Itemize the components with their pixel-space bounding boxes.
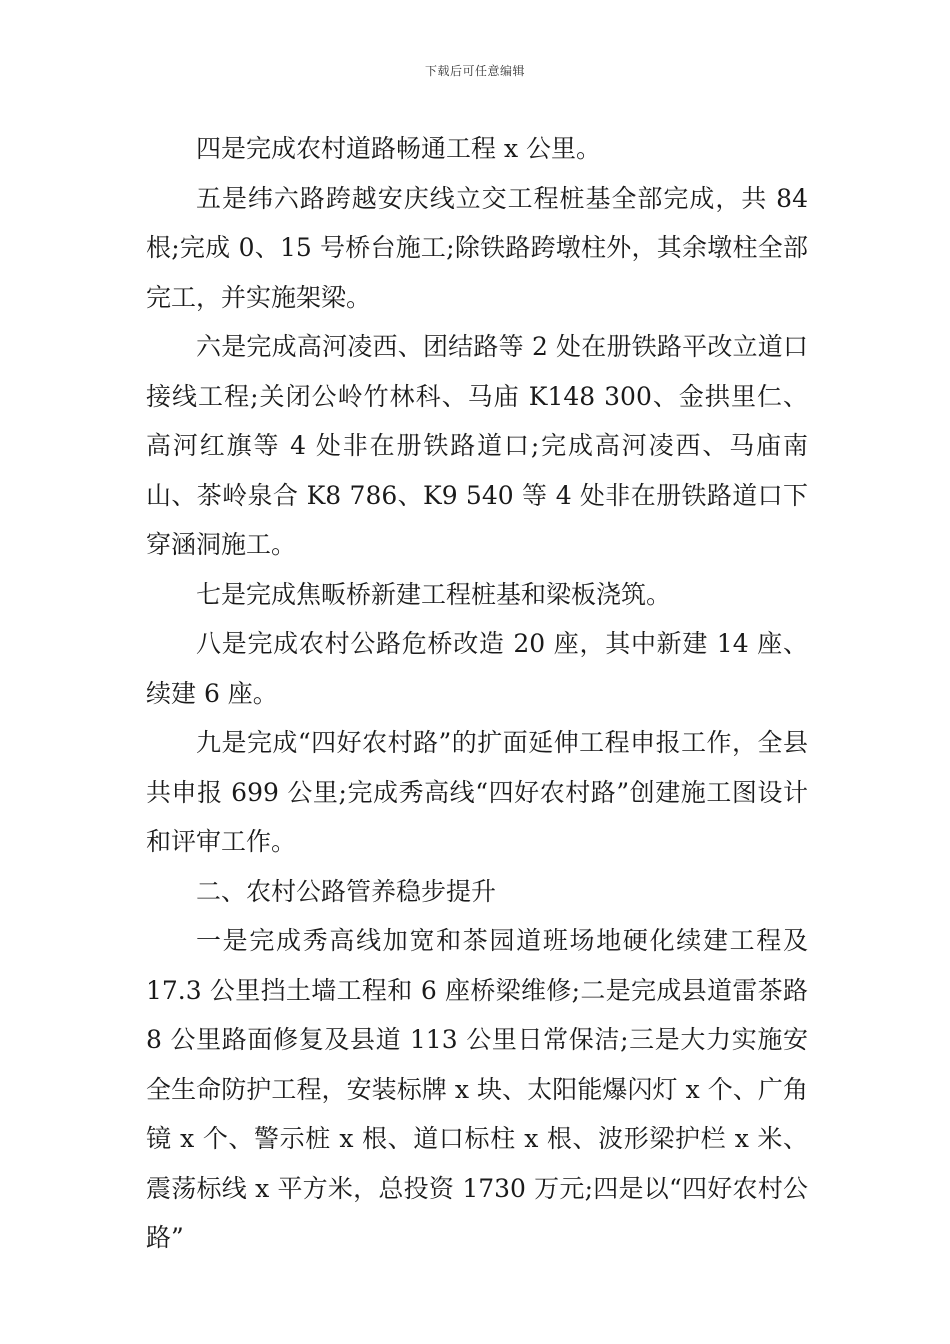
paragraph-item-6: 六是完成高河凌西、团结路等 2 处在册铁路平改立道口接线工程;关闭公岭竹林科、马庙 K148 300、金拱里仁、高河红旗等 4 处非在册铁路道口;完成高河凌西、马庙南山、茶岭泉合 K8 786、K9 540 等 4 处非在册铁路道口下穿涵洞施工。 [146, 332, 808, 559]
document-body [146, 124, 808, 1263]
paragraph-maintenance: 一是完成秀高线加宽和茶园道班场地硬化续建工程及 17.3 公里挡土墙工程和 6 座桥梁维修;二是完成县道雷茶路 8 公里路面修复及县道 113 公里日常保洁;三是大力实施安全生命防护工程，安装标牌 x 块、太阳能爆闪灯 x 个、广角镜 x 个、警示桩 x 根、道口标柱 x 根、波形梁护栏 x 米、震荡标线 x 平方米，总投资 1730 万元;四是以“四好农村公路” [146, 926, 808, 1252]
section-heading: 二、农村公路管养稳步提升 [196, 876, 497, 906]
paragraph-item-7: 七是完成焦畈桥新建工程桩基和梁板浇筑。 [196, 579, 672, 609]
paragraph-item-8: 八是完成农村公路危桥改造 20 座，其中新建 14 座、续建 6 座。 [146, 629, 808, 708]
paragraph-item-5: 五是纬六路跨越安庆线立交工程桩基全部完成，共 84 根;完成 0、15 号桥台施工;除铁路跨墩柱外，其余墩柱全部完工，并实施架梁。 [146, 183, 808, 312]
page-header: 下载后可任意编辑 [424, 64, 525, 78]
paragraph-item-4: 四是完成农村道路畅通工程 x 公里。 [196, 134, 601, 163]
paragraph-item-9: 九是完成“四好农村路”的扩面延伸工程申报工作，全县共申报 699 公里;完成秀高线“四好农村路”创建施工图设计和评审工作。 [146, 728, 808, 856]
